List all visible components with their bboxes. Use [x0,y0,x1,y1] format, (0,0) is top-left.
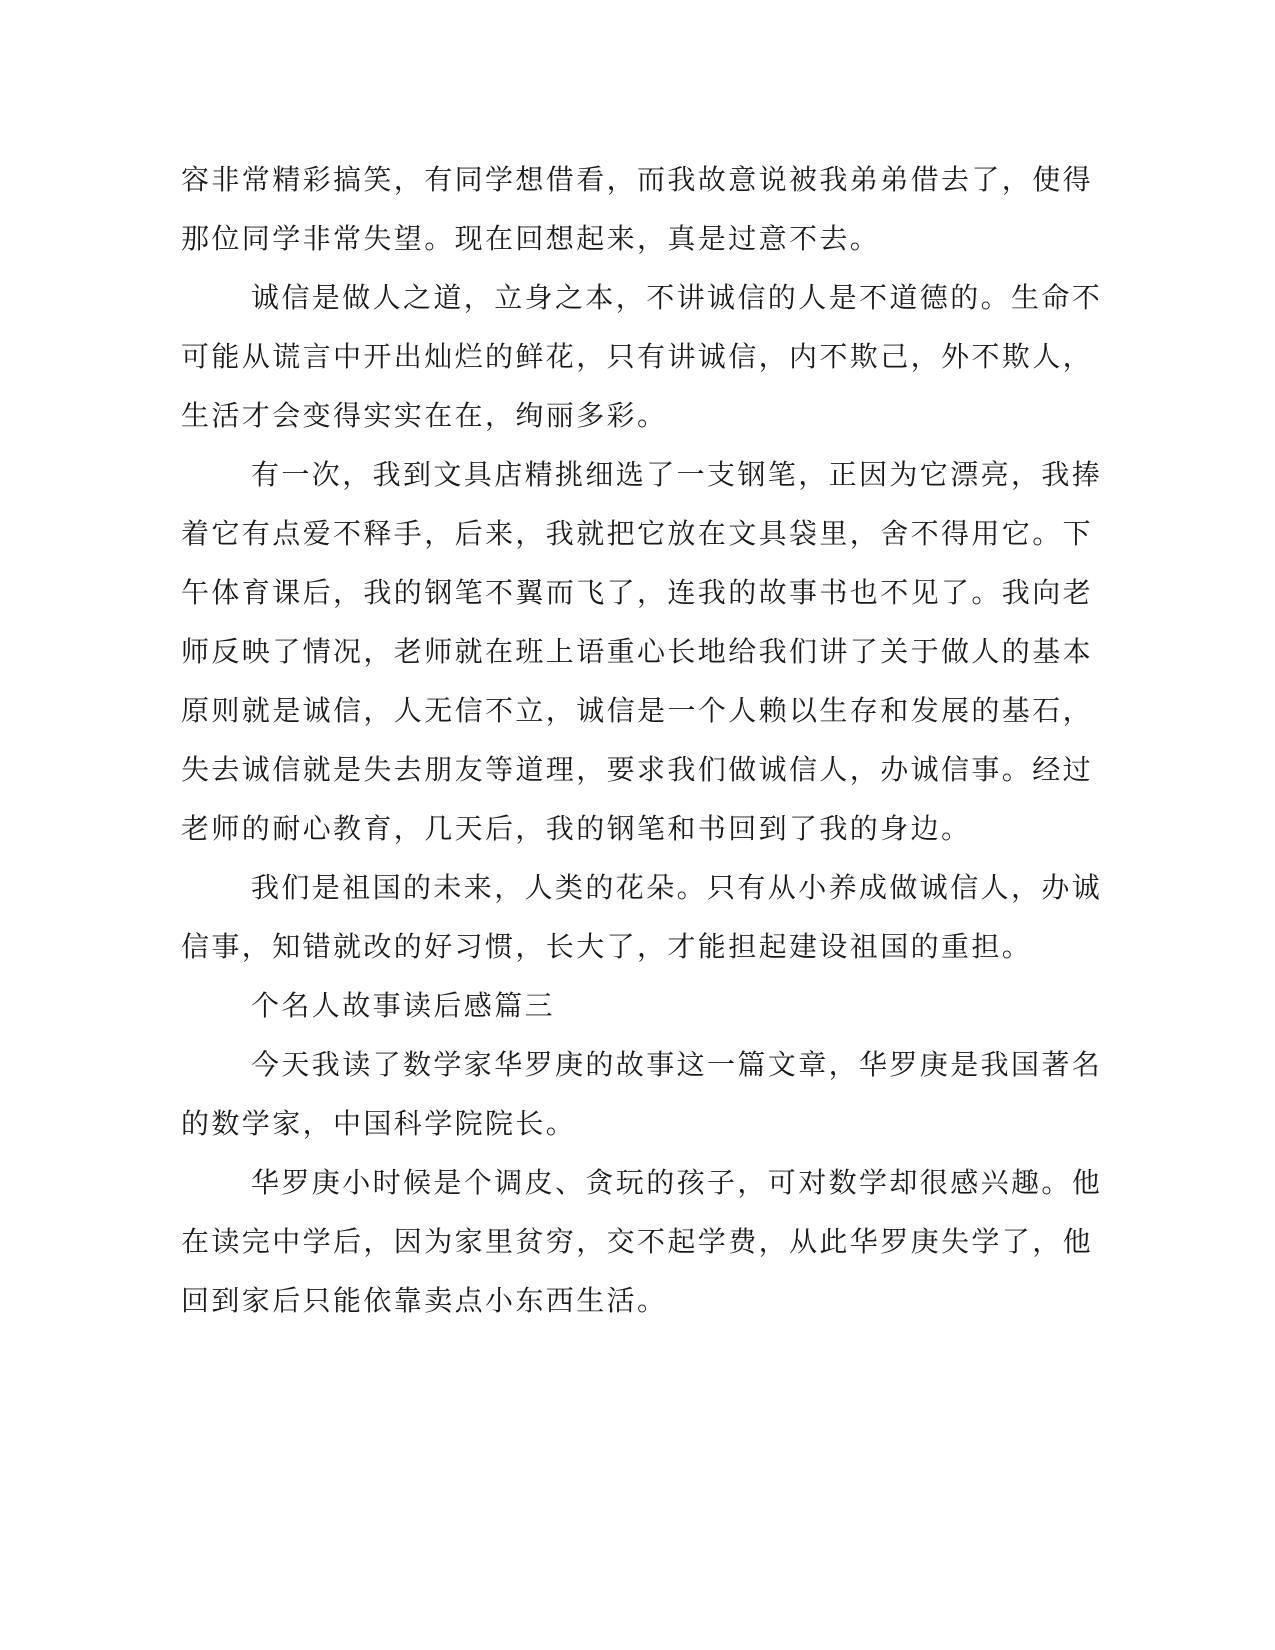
text-line: 午体育课后，我的钢笔不翼而飞了，连我的故事书也不见了。我向老 [181,576,1094,609]
text-line: 的数学家，中国科学院院长。 [181,1107,577,1140]
text-line: 生活才会变得实实在在，绚丽多彩。 [181,399,668,432]
text-line: 原则就是诚信，人无信不立，诚信是一个人赖以生存和发展的基石， [181,694,1094,727]
text-line: 着它有点爱不释手，后来，我就把它放在文具袋里，舍不得用它。下 [181,517,1094,550]
text-line: 回到家后只能依靠卖点小东西生活。 [181,1284,668,1317]
text-line: 容非常精彩搞笑，有同学想借看，而我故意说被我弟弟借去了，使得 [181,163,1094,196]
paragraph-first-line: 有一次，我到文具店精挑细选了一支钢笔，正因为它漂亮，我捧 [251,458,1103,491]
paragraph-first-line: 我们是祖国的未来，人类的花朵。只有从小养成做诚信人，办诚 [251,871,1103,904]
section-heading: 个名人故事读后感篇三 [251,989,556,1022]
text-line: 老师的耐心教育，几天后，我的钢笔和书回到了我的身边。 [181,812,972,845]
text-line: 失去诚信就是失去朋友等道理，要求我们做诚信人，办诚信事。经过 [181,753,1094,786]
text-line: 信事，知错就改的好习惯，长大了，才能担起建设祖国的重担。 [181,930,1033,963]
document-body [181,150,1103,1330]
paragraph-first-line: 诚信是做人之道，立身之本，不讲诚信的人是不道德的。生命不 [251,281,1103,314]
paragraph-first-line: 今天我读了数学家华罗庚的故事这一篇文章，华罗庚是我国著名 [251,1048,1103,1081]
text-line: 可能从谎言中开出灿烂的鲜花，只有讲诚信，内不欺己，外不欺人， [181,340,1094,373]
text-line: 那位同学非常失望。现在回想起来，真是过意不去。 [181,222,881,255]
text-line: 在读完中学后，因为家里贫穷，交不起学费，从此华罗庚失学了，他 [181,1225,1094,1258]
paragraph-first-line: 华罗庚小时候是个调皮、贪玩的孩子，可对数学却很感兴趣。他 [251,1166,1103,1199]
text-line: 师反映了情况，老师就在班上语重心长地给我们讲了关于做人的基本 [181,635,1094,668]
